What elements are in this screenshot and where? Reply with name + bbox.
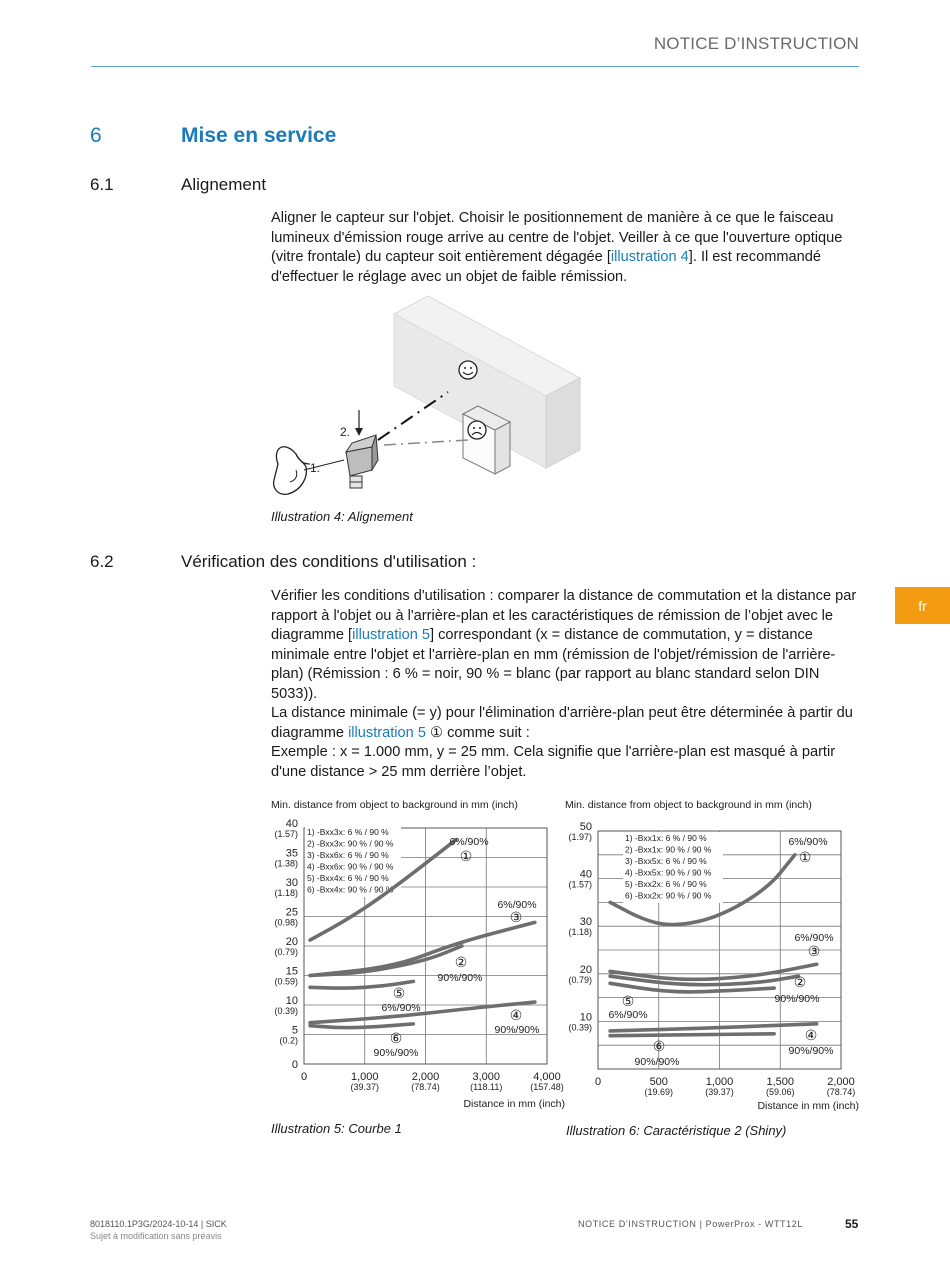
x-tick-label: 1,500 [766,1076,795,1088]
footer-center: NOTICE D’INSTRUCTION | PowerProx - WTT12L [578,1219,803,1229]
language-tab[interactable]: fr [895,587,950,624]
legend-entry: 5) -Bxx4x: 6 % / 90 % [307,873,389,883]
paragraph: La distance minimale (= y) pour l'élimination d'arrière-plan peut être déterminée à partir du diagramme illustration 5 ① comme suit : [271,705,853,741]
series-label-4: 90%/90% [494,1024,540,1036]
chart-2 [560,795,864,1115]
chart-title: Min. distance from object to background in mm (inch) [271,799,518,811]
chart-title: Min. distance from object to background in mm (inch) [565,799,812,811]
y-tick-sublabel: (0.39) [274,1006,298,1016]
series-label-2: 90%/90% [437,972,483,984]
y-tick-sublabel: (1.18) [568,927,592,938]
y-tick-sublabel: (0.39) [568,1022,592,1033]
x-tick-label: 1,000 [350,1071,379,1083]
x-tick-label: 0 [594,1076,602,1088]
illustration-4-link[interactable]: illustration 4 [610,249,689,265]
series-number-3: ③ [807,943,821,959]
legend-entry: 4) -Bxx5x: 90 % / 90 % [625,867,712,878]
illustration-5-link[interactable]: illustration 5 [352,627,430,643]
legend-entry: 4) -Bxx6x: 90 % / 90 % [307,861,394,872]
y-tick-label: 40 [579,868,592,881]
arrow-down-icon [355,410,363,436]
legend-entry: 1) -Bxx1x: 6 % / 90 % [625,833,707,843]
alignment-paragraph: Aligner le capteur sur l'objet. Choisir le positionnement de manière à ce que le faisceau lumineux d'émission rouge arrive au centre de l'objet. Veiller à ce que l'ouverture optique (vitre frontale) du capteur soit entièrement dégagée [illustration 4]. Il est recommandé d'effectuer le réglage avec un objet de faible rémission. [271,210,843,285]
series-label-1: 6%/90% [449,836,489,848]
series-label-6: 90%/90% [373,1047,419,1059]
y-tick-sublabel: (1.18) [274,888,298,898]
smile-icon [459,361,477,379]
y-tick-sublabel: (0.79) [568,974,592,985]
y-tick-sublabel: (0.79) [274,947,298,957]
y-tick-label: 30 [579,916,592,929]
y-tick-label: 15 [285,965,298,978]
y-tick-label: 40 [285,818,298,830]
x-tick-sublabel: (59.06) [765,1087,795,1097]
series-label-4: 90%/90% [788,1045,834,1057]
legend-entry: 3) -Bxx5x: 6 % / 90 % [625,856,707,866]
x-tick-label: 2,000 [411,1071,440,1083]
series-number-5: ⑤ [392,985,406,1001]
legend-entry: 1) -Bxx3x: 6 % / 90 % [307,827,389,837]
x-axis-label: Distance in mm (inch) [463,1098,565,1110]
series-label-5: 6%/90% [381,1002,421,1014]
y-tick-label: 30 [285,877,298,889]
y-tick-label: 25 [285,906,298,919]
subsection-title: Alignement [181,175,267,194]
series-number-6: ⑥ [389,1030,403,1046]
step-1-label: 1. [310,461,321,475]
series-label-6: 90%/90% [634,1056,680,1068]
series-number-4: ④ [509,1007,523,1023]
y-tick-sublabel: (1.97) [568,832,592,842]
x-tick-sublabel: (78.74) [411,1082,440,1092]
footer-note: Sujet à modification sans préavis [90,1231,222,1241]
x-tick-sublabel: (118.11) [470,1082,503,1092]
series-number-4: ④ [804,1027,818,1043]
x-tick-sublabel: (39.37) [705,1087,734,1097]
illustration-5-link[interactable]: illustration 5 [348,724,426,741]
chart-1 [266,795,570,1115]
y-tick-label: 20 [579,963,592,976]
series-line-4 [610,1024,817,1031]
series-line-6 [610,1034,774,1036]
illustration-5-caption: Illustration 5: Courbe 1 [271,1121,402,1136]
illustration-4-caption: Illustration 4: Alignement [271,509,413,524]
alignment-illustration [266,292,591,507]
y-tick-label: 10 [285,995,298,1007]
x-tick-sublabel: (157.48) [530,1082,564,1092]
subsection-number: 6.2 [90,552,114,571]
x-tick-label: 500 [649,1076,668,1088]
x-tick-sublabel: (39.37) [350,1082,380,1092]
subsection-number: 6.1 [90,175,114,194]
paragraph: Vérifier les conditions d'utilisation : comparer la distance de commutation et la distance par rapport à l'objet ou à l'arrière-plan et les caractéristiques de rémission de l’objet avec le diagramme [illustration 5] correspondant (x = distance de commutation, y = distance minimale entre l'objet et l'arrière-plan en mm (rémission de l'objet/rémission de l'arrière-plan) (Rémission : 6 % = noir, 90 % = blanc (par rapport au blanc standard selon DIN 5033)). [271,588,857,702]
y-tick-label: 0 [291,1059,298,1071]
hand-icon [274,447,344,495]
y-tick-label: 20 [285,936,298,948]
y-tick-sublabel: (1.57) [274,829,298,839]
legend-entry: 2) -Bxx3x: 90 % / 90 % [307,838,394,849]
y-tick-label: 50 [579,821,592,833]
y-tick-label: 10 [579,1011,592,1024]
series-label-3: 6%/90% [497,899,537,911]
series-label-2: 90%/90% [774,993,820,1005]
x-tick-label: 3,000 [472,1071,501,1083]
series-number-3: ③ [509,909,523,925]
y-tick-sublabel: (1.57) [568,879,592,890]
subsection-title: Vérification des conditions d'utilisation : [181,552,477,571]
y-tick-label: 35 [285,847,298,860]
paragraph: Exemple : x = 1.000 mm, y = 25 mm. Cela signifie que l'arrière-plan est masqué à partir d'une distance > 25 mm derrière l’objet. [271,744,836,780]
x-tick-label: 2,000 [827,1076,855,1088]
x-tick-sublabel: (19.69) [644,1087,674,1097]
y-tick-sublabel: (1.38) [274,858,298,869]
legend-entry: 2) -Bxx1x: 90 % / 90 % [625,844,712,855]
y-tick-sublabel: (0.59) [274,976,298,987]
series-label-3: 6%/90% [794,932,834,944]
frown-icon [468,421,486,439]
series-line-6 [310,1024,413,1028]
legend-entry: 5) -Bxx2x: 6 % / 90 % [625,879,707,889]
illustration-6-caption: Illustration 6: Caractéristique 2 (Shiny) [566,1123,787,1138]
page-number: 55 [845,1217,859,1231]
legend-entry: 3) -Bxx6x: 6 % / 90 % [307,850,389,860]
sensor-icon [346,435,378,488]
series-number-1: ① [459,848,473,864]
section-number: 6 [90,124,102,147]
series-number-6: ⑥ [652,1038,666,1054]
section-title: Mise en service [181,124,337,147]
step-2-label: 2. [340,425,351,439]
footer-doc-id: 8018110.1P3G/2024-10-14 | SICK [90,1219,227,1229]
x-axis-label: Distance in mm (inch) [757,1100,859,1112]
series-label-5: 6%/90% [608,1009,648,1021]
x-tick-sublabel: (78.74) [826,1087,856,1097]
verification-text [271,587,861,782]
header-rule [91,66,859,67]
x-tick-label: 1,000 [705,1076,734,1088]
series-label-1: 6%/90% [788,836,828,848]
legend-entry: 6) -Bxx2x: 90 % / 90 % [625,890,712,901]
series-number-1: ① [798,849,812,865]
legend-entry: 6) -Bxx4x: 90 % / 90 % [307,884,394,895]
x-tick-label: 0 [300,1071,308,1083]
series-number-5: ⑤ [621,993,635,1009]
series-line-3 [310,922,535,975]
x-tick-label: 4,000 [533,1071,561,1083]
y-tick-sublabel: (0.98) [274,917,298,928]
series-number-2: ② [793,974,807,990]
series-number-2: ② [454,954,468,970]
y-tick-sublabel: (0.2) [279,1035,298,1046]
y-tick-label: 5 [291,1024,298,1037]
header-title: NOTICE D’INSTRUCTION [653,34,859,53]
